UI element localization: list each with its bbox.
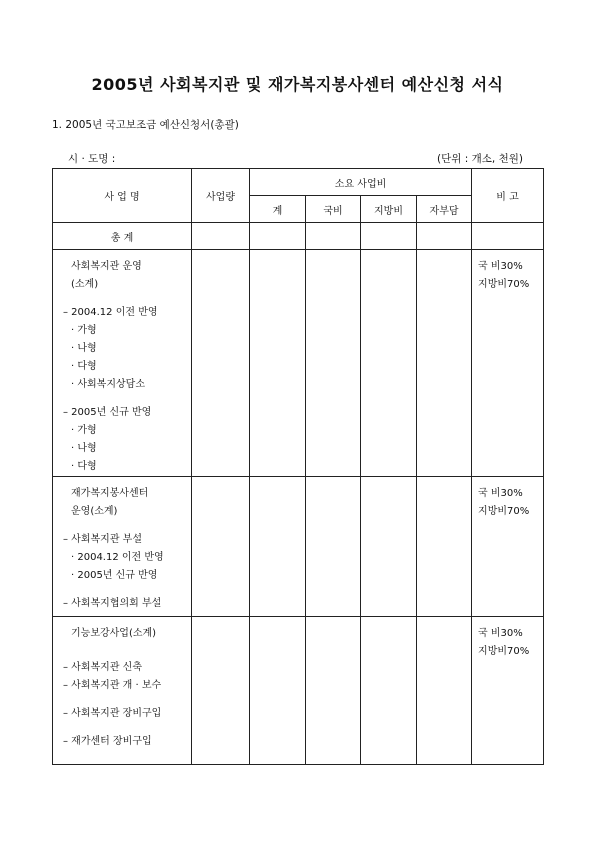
- header-required-budget: 소요 사업비: [250, 169, 472, 196]
- header-quantity: 사업량: [192, 169, 250, 223]
- remarks-line: 국 비30%: [478, 261, 523, 272]
- section-line-item: (소계): [71, 279, 99, 290]
- section-line-item: · 나형: [71, 343, 97, 354]
- section-remarks: [472, 250, 544, 477]
- section-national-cell: [306, 250, 361, 477]
- header-remarks: 비 고: [472, 169, 544, 223]
- section-line-item: – 2004.12 이전 반영: [63, 307, 158, 318]
- section-sum-cell: [250, 477, 306, 617]
- remarks-line: 지방비70%: [478, 279, 530, 290]
- section-quantity-cell: [192, 617, 250, 765]
- section-line-item: 사회복지관 운영: [71, 261, 142, 272]
- section-line-item: · 2004.12 이전 반영: [71, 552, 164, 563]
- total-sum-cell: [250, 223, 306, 250]
- section-line-item: – 사회복지관 장비구입: [63, 708, 162, 719]
- unit-label: (단위 : 개소, 천원): [437, 153, 523, 165]
- section-line-item: – 사회복지관 개 · 보수: [63, 680, 162, 691]
- section-line-item: – 재가센터 장비구입: [63, 736, 152, 747]
- total-local-cell: [361, 223, 417, 250]
- section-sum-cell: [250, 617, 306, 765]
- header-self: 자부담: [417, 196, 472, 223]
- header-total: 계: [250, 196, 306, 223]
- section-home-care-center: [53, 477, 192, 617]
- section-line-item: 운영(소계): [71, 506, 118, 517]
- section-local-cell: [361, 617, 417, 765]
- section-self-cell: [417, 477, 472, 617]
- section-quantity-cell: [192, 250, 250, 477]
- section-self-cell: [417, 617, 472, 765]
- section-remarks: [472, 477, 544, 617]
- section-local-cell: [361, 250, 417, 477]
- section-line-item: · 사회복지상담소: [71, 379, 145, 390]
- region-label: 시 · 도명 :: [68, 153, 116, 165]
- section-line-item: · 가형: [71, 425, 97, 436]
- section-line-item: · 나형: [71, 443, 97, 454]
- remarks-line: 지방비70%: [478, 506, 530, 517]
- section-line-item: · 다형: [71, 461, 97, 472]
- section-facility-reinforcement: [53, 617, 192, 765]
- section-line-item: · 2005년 신규 반영: [71, 570, 158, 581]
- section-national-cell: [306, 477, 361, 617]
- remarks-line: 국 비30%: [478, 488, 523, 499]
- total-quantity-cell: [192, 223, 250, 250]
- total-national-cell: [306, 223, 361, 250]
- section-line-item: – 사회복지관 부설: [63, 534, 142, 545]
- section-remarks: [472, 617, 544, 765]
- budget-table: [52, 168, 544, 765]
- section-subtitle: 1. 2005년 국고보조금 예산신청서(총괄): [52, 119, 239, 131]
- total-row-label: 총 계: [53, 223, 192, 250]
- section-sum-cell: [250, 250, 306, 477]
- section-line-item: – 사회복지협의회 부설: [63, 598, 162, 609]
- section-national-cell: [306, 617, 361, 765]
- section-self-cell: [417, 250, 472, 477]
- total-remarks-cell: [472, 223, 544, 250]
- section-line-item: · 가형: [71, 325, 97, 336]
- section-line-item: · 다형: [71, 361, 97, 372]
- header-project-name: 사 업 명: [53, 169, 192, 223]
- section-line-item: 재가복지봉사센터: [71, 488, 149, 499]
- section-welfare-center: [53, 250, 192, 477]
- total-self-cell: [417, 223, 472, 250]
- section-line-item: – 사회복지관 신축: [63, 662, 142, 673]
- section-line-item: – 2005년 신규 반영: [63, 407, 152, 418]
- section-quantity-cell: [192, 477, 250, 617]
- section-line-item: 기능보강사업(소계): [71, 628, 157, 639]
- header-local: 지방비: [361, 196, 417, 223]
- remarks-line: 지방비70%: [478, 646, 530, 657]
- header-national: 국비: [306, 196, 361, 223]
- remarks-line: 국 비30%: [478, 628, 523, 639]
- section-local-cell: [361, 477, 417, 617]
- document-title: 2005년 사회복지관 및 재가복지봉사센터 예산신청 서식: [91, 75, 504, 94]
